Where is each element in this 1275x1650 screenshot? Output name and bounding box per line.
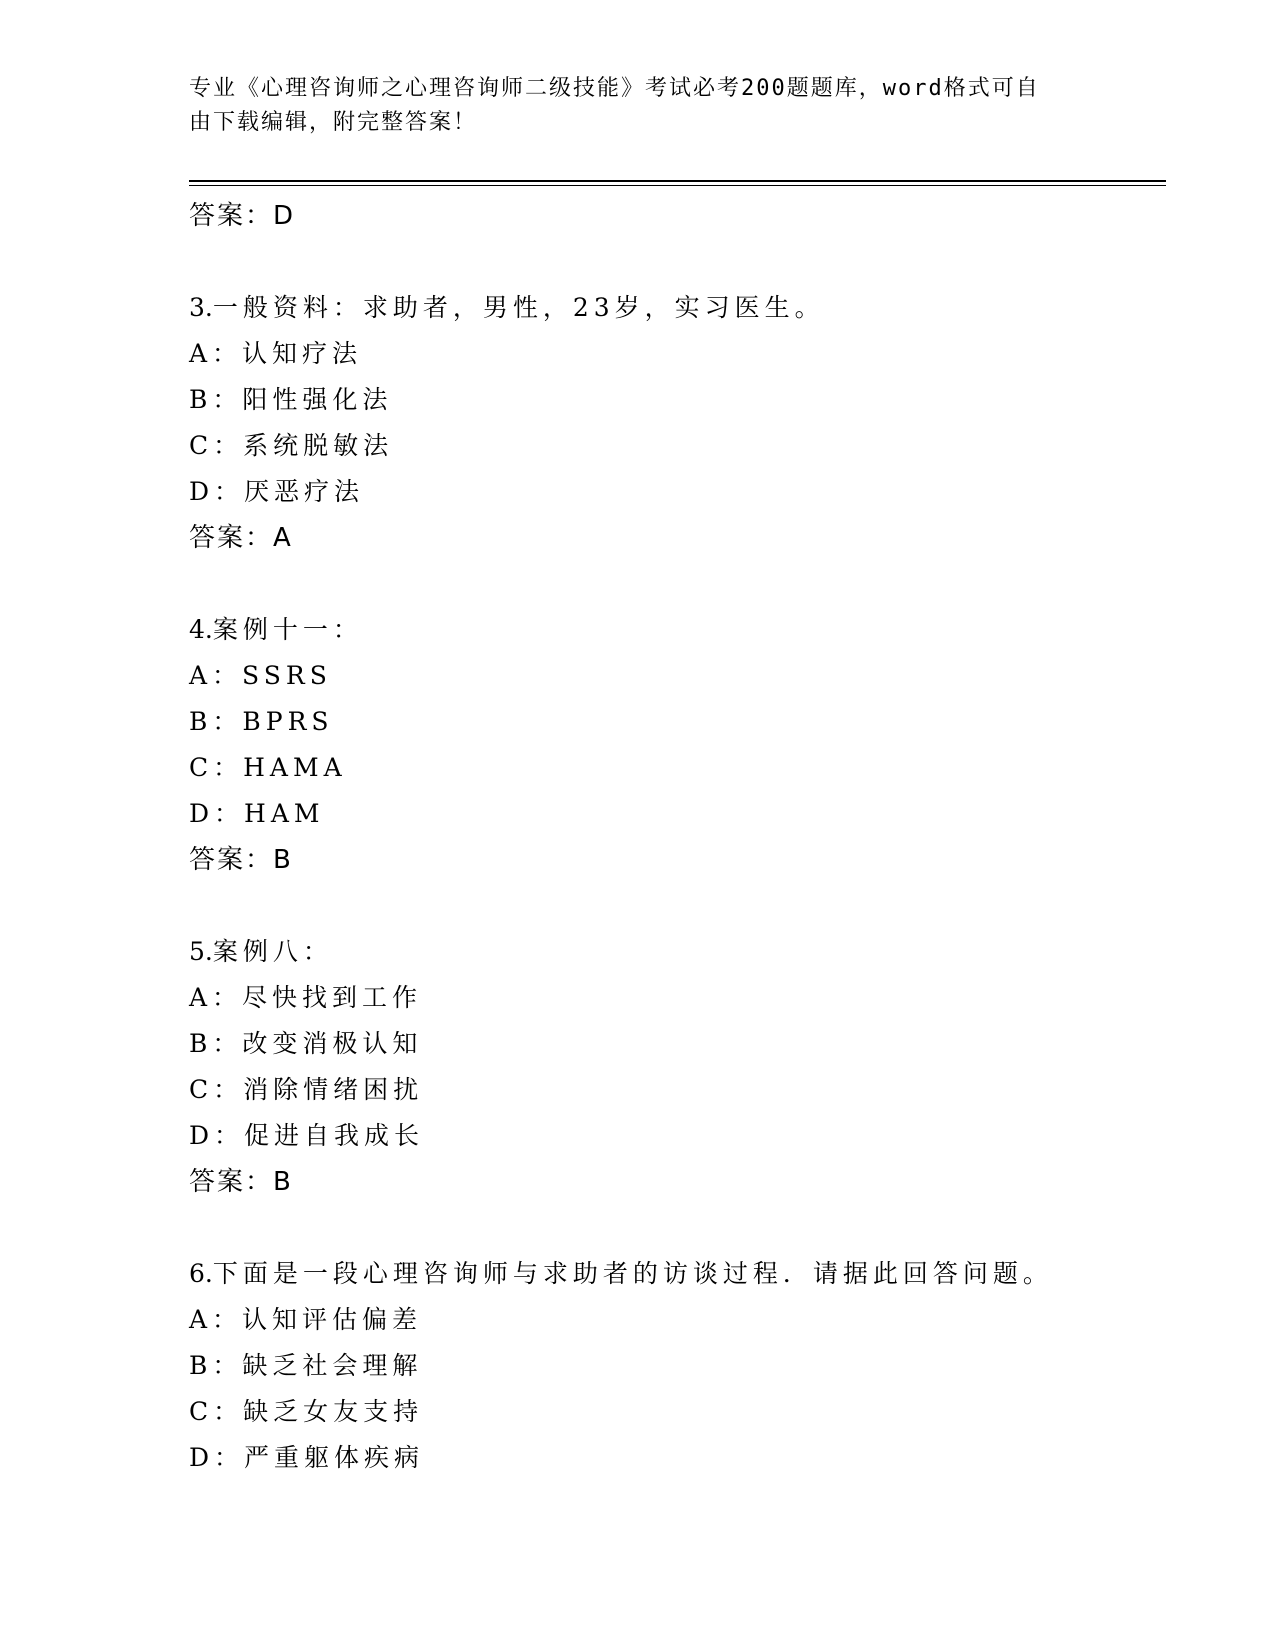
question-number: 4. (189, 615, 213, 644)
spacer (189, 883, 1169, 929)
document-header (189, 72, 1069, 140)
question-text: 案例八： (212, 937, 333, 966)
option-c: C：缺乏女友支持 (189, 1397, 424, 1426)
question-3 (189, 285, 1169, 331)
header-divider-thin (189, 185, 1166, 186)
question-number: 3. (189, 293, 213, 322)
option-d: D：严重躯体疾病 (189, 1443, 425, 1472)
option-a: A：尽快找到工作 (189, 983, 423, 1012)
previous-answer: 答案：D (189, 201, 296, 231)
question-text: 案例十一： (212, 615, 363, 644)
option-a: A：认知评估偏差 (189, 1305, 423, 1334)
question-6 (189, 1251, 1169, 1297)
option-b: B：缺乏社会理解 (189, 1351, 423, 1380)
question-text: 下面是一段心理咨询师与求助者的访谈过程．请据此回答问题。 (212, 1259, 1053, 1288)
answer-5: 答案：B (189, 1167, 293, 1197)
option-c: C：HAMA (189, 753, 347, 782)
option-d: D：促进自我成长 (189, 1121, 425, 1150)
question-number: 5. (189, 937, 213, 966)
header-line-2: 由下载编辑，附完整答案！ (189, 110, 478, 135)
option-a: A：SSRS (189, 661, 332, 690)
option-b: B：改变消极认知 (189, 1029, 423, 1058)
option-b: B：BPRS (189, 707, 334, 736)
option-d: D：HAM (189, 799, 325, 828)
option-a: A：认知疗法 (189, 339, 363, 368)
option-d: D：厌恶疗法 (189, 477, 365, 506)
question-number: 6. (189, 1259, 213, 1288)
question-text: 一般资料：求助者，男性，23岁，实习医生。 (212, 293, 825, 322)
answer-3: 答案：A (189, 523, 293, 553)
question-list (189, 193, 1169, 1481)
option-b: B：阳性强化法 (189, 385, 393, 414)
question-4 (189, 607, 1169, 653)
option-c: C：消除情绪困扰 (189, 1075, 424, 1104)
answer-4: 答案：B (189, 845, 293, 875)
option-c: C：系统脱敏法 (189, 431, 394, 460)
spacer (189, 561, 1169, 607)
question-5 (189, 929, 1169, 975)
header-divider-thick (189, 180, 1166, 182)
spacer (189, 239, 1169, 285)
spacer (189, 1205, 1169, 1251)
header-line-1: 专业《心理咨询师之心理咨询师二级技能》考试必考200题题库，word格式可自 (189, 76, 1040, 101)
